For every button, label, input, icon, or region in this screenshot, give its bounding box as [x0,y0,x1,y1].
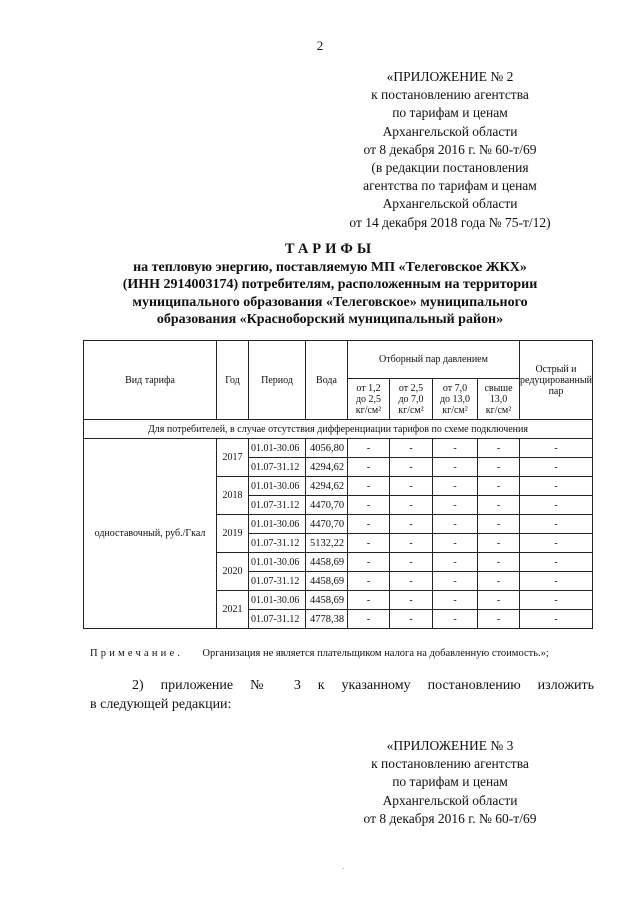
header-sharp-line: пар [548,385,564,397]
header-steam-line: до 2,5 [355,393,382,405]
title-line: (ИНН 2914003174) потребителям, расположенным на территории [122,277,538,293]
year-cell: 2018 [217,477,249,515]
dash-cell: - [390,610,433,629]
appendix-2-line: от 8 декабря 2016 г. № 60-т/69 [363,141,537,157]
dash-cell: - [348,515,390,534]
period-cell: 01.01-30.06 [249,553,306,572]
year-cell: 2017 [217,439,249,477]
title-heading: ТАРИФЫ [284,241,376,257]
dash-cell: - [348,439,390,458]
period-cell: 01.01-30.06 [249,515,306,534]
dash-cell: - [348,477,390,496]
header-water: Вода [306,341,348,420]
year-cell: 2021 [217,591,249,629]
dash-cell: - [433,439,478,458]
dash-cell: - [433,553,478,572]
period-cell: 01.07-31.12 [249,496,306,515]
table-section-row [84,420,593,439]
water-value: 4056,80 [306,439,348,458]
header-steam-line: от 7,0 [442,382,468,394]
header-year: Год [217,341,249,420]
dash-cell: - [478,553,520,572]
water-value: 4458,69 [306,553,348,572]
dash-cell: - [433,610,478,629]
dash-cell: - [348,572,390,591]
header-steam-col-1 [348,379,390,420]
appendix-3-line: от 8 декабря 2016 г. № 60-т/69 [363,810,537,826]
dash-cell: - [478,572,520,591]
appendix-2-line: агентства по тарифам и ценам [363,178,537,194]
dash-cell: - [478,439,520,458]
dash-cell: - [433,572,478,591]
header-steam-line: кг/см² [485,404,512,416]
dash-cell: - [348,534,390,553]
dash-cell: - [348,553,390,572]
appendix-3-line: к постановлению агентства [371,756,529,772]
dash-cell: - [520,591,593,610]
section-label: Для потребителей, в случае отсутствия дифференциации тарифов по схеме подключения [84,420,593,439]
dash-cell: - [478,515,520,534]
page-number: 2 [316,38,324,53]
header-steam-line: до 13,0 [439,393,471,405]
header-steam-line: свыше [484,382,513,394]
dash-cell: - [348,496,390,515]
period-cell: 01.07-31.12 [249,458,306,477]
header-sharp-line: редуцированный [520,374,592,386]
water-value: 4458,69 [306,572,348,591]
appendix-2-line: Архангельской области [382,196,518,212]
header-tariff-type: Вид тарифа [84,341,217,420]
tariff-name-cell: одноставочный, руб./Гкал [84,439,217,629]
water-value: 4458,69 [306,591,348,610]
dash-cell: - [433,515,478,534]
dash-cell: - [348,610,390,629]
header-sharp-steam [520,341,593,420]
instruction-paragraph [90,676,594,714]
header-steam-line: от 2,5 [398,382,424,394]
period-cell: 01.07-31.12 [249,572,306,591]
table-note [90,648,549,659]
period-cell: 01.01-30.06 [249,477,306,496]
dash-cell: - [520,572,593,591]
appendix-3-header [330,737,570,828]
dash-cell: - [433,534,478,553]
document-title [60,241,600,329]
table-header-row [84,341,593,379]
year-cell: 2020 [217,553,249,591]
header-steam-col-3 [433,379,478,420]
appendix-2-line: от 14 декабря 2018 года № 75-т/12) [349,214,551,230]
water-value: 4778,38 [306,610,348,629]
header-steam-line: 13,0 [489,393,508,405]
period-cell: 01.07-31.12 [249,610,306,629]
note-label: Примечание. [90,648,184,659]
table-row [84,439,593,458]
dash-cell: - [390,439,433,458]
paragraph-line-1: 2) приложение № 3 к указанному постановлению изложить [132,678,594,693]
title-line: муниципального образования «Телеговское» муниципального [132,294,528,310]
year-cell: 2019 [217,515,249,553]
dash-cell: - [520,534,593,553]
dash-cell: - [348,591,390,610]
period-cell: 01.07-31.12 [249,534,306,553]
header-steam-line: кг/см² [355,404,382,416]
dash-cell: - [478,591,520,610]
dash-cell: - [390,534,433,553]
dash-cell: - [478,458,520,477]
water-value: 5132,22 [306,534,348,553]
dash-cell: - [348,458,390,477]
title-line: образования «Красноборский муниципальный район» [156,312,504,328]
water-value: 4294,62 [306,477,348,496]
header-steam-col-2 [390,379,433,420]
appendix-3-line: Архангельской области [382,792,518,808]
period-cell: 01.01-30.06 [249,439,306,458]
dash-cell: - [478,534,520,553]
water-value: 4294,62 [306,458,348,477]
dash-cell: - [520,477,593,496]
dash-cell: - [390,572,433,591]
water-value: 4470,70 [306,496,348,515]
dash-cell: - [520,458,593,477]
appendix-3-line: по тарифам и ценам [392,774,508,790]
dash-cell: - [390,458,433,477]
water-value: 4470,70 [306,515,348,534]
note-text: Организация не является плательщиком налога на добавленную стоимость.»; [202,648,549,659]
header-steam-col-4 [478,379,520,420]
appendix-2-line: (в редакции постановления [371,160,529,176]
appendix-3-line: «ПРИЛОЖЕНИЕ № 3 [386,738,514,753]
dash-cell: - [478,496,520,515]
dash-cell: - [520,439,593,458]
header-sharp-line: Острый и [535,363,577,375]
header-steam-line: кг/см² [398,404,424,416]
dash-cell: - [478,477,520,496]
appendix-2-line: «ПРИЛОЖЕНИЕ № 2 [386,69,514,84]
header-steam-line: от 1,2 [356,382,381,394]
dash-cell: - [520,610,593,629]
title-line: на тепловую энергию, поставляемую МП «Телеговское ЖКХ» [133,259,527,275]
dash-cell: - [433,496,478,515]
appendix-2-header [330,68,570,232]
dash-cell: - [390,591,433,610]
dash-cell: - [433,477,478,496]
appendix-2-line: к постановлению агентства [371,87,529,103]
dash-cell: - [390,477,433,496]
dash-cell: - [433,458,478,477]
paragraph-line-2: в следующей редакции: [90,697,232,712]
footer-mark: . [342,862,344,871]
dash-cell: - [520,553,593,572]
header-steam-group: Отборный пар давлением [348,341,520,379]
dash-cell: - [390,496,433,515]
header-steam-line: до 7,0 [398,393,424,405]
dash-cell: - [520,496,593,515]
dash-cell: - [433,591,478,610]
header-steam-line: кг/см² [442,404,468,416]
dash-cell: - [390,553,433,572]
appendix-2-line: по тарифам и ценам [392,105,508,121]
header-period: Период [249,341,306,420]
dash-cell: - [478,610,520,629]
dash-cell: - [520,515,593,534]
period-cell: 01.01-30.06 [249,591,306,610]
appendix-2-line: Архангельской области [382,123,518,139]
dash-cell: - [390,515,433,534]
tariff-table [83,340,593,629]
